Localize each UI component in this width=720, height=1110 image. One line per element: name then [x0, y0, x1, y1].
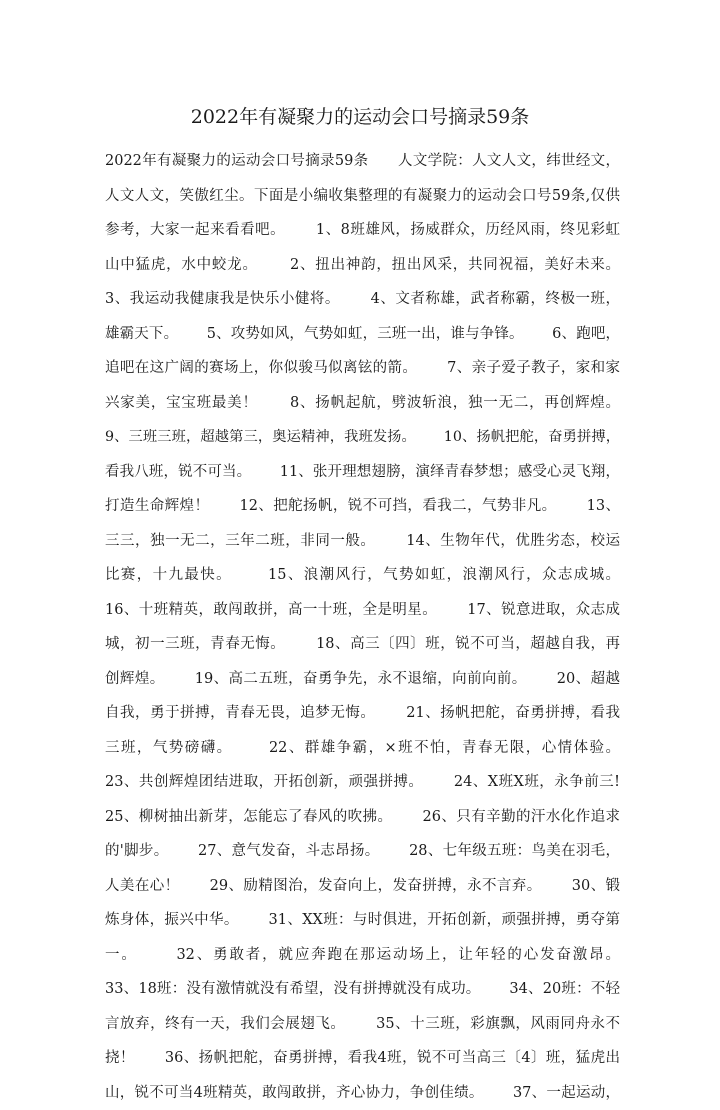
body-line: 山，锐不可当4班精英，敢闯敢拼，齐心协力，争创佳绩。 37、一起运动， — [105, 1076, 620, 1110]
body-line: 9、三班三班，超越第三，奥运精神，我班发扬。 10、扬帆把舵，奋勇拼搏， — [105, 420, 620, 455]
body-line: 一。 32、勇敢者，就应奔跑在那运动场上，让年轻的心发奋激昂。 — [105, 938, 620, 973]
body-line: 看我八班，锐不可当。 11、张开理想翅膀，演绎青春梦想；感受心灵飞翔， — [105, 455, 620, 490]
body-line: 自我，勇于拼搏，青春无畏，追梦无悔。 21、扬帆把舵，奋勇拼搏，看我 — [105, 696, 620, 731]
body-line: 人文人文，笑傲红尘。下面是小编收集整理的有凝聚力的运动会口号59条,仅供 — [105, 179, 620, 214]
body-line: 山中猛虎，水中蛟龙。 2、扭出神韵，扭出风采，共同祝福，美好未来。 — [105, 248, 620, 283]
body-line: 33、18班：没有激情就没有希望，没有拼搏就没有成功。 34、20班：不轻 — [105, 972, 620, 1007]
body-line: 城，初一三班，青春无悔。 18、高三〔四〕班，锐不可当，超越自我，再 — [105, 627, 620, 662]
body-line: 创辉煌。 19、高二五班，奋勇争先，永不退缩，向前向前。 20、超越 — [105, 662, 620, 697]
body-line: 雄霸天下。 5、攻势如风，气势如虹，三班一出，谁与争锋。 6、跑吧， — [105, 317, 620, 352]
body-line: 言放弃，终有一天，我们会展翅飞。 35、十三班，彩旗飘，风雨同舟永不 — [105, 1007, 620, 1042]
body-line: 的'脚步。 27、意气发奋，斗志昂扬。 28、七年级五班：鸟美在羽毛， — [105, 834, 620, 869]
body-line: 三三，独一无二，三年二班，非同一般。 14、生物年代，优胜劣态，校运 — [105, 524, 620, 559]
body-line: 追吧在这广阔的赛场上，你似骏马似离铉的箭。 7、亲子爱子教子，家和家 — [105, 351, 620, 386]
body-line: 23、共创辉煌团结进取，开拓创新，顽强拼搏。 24、X班X班，永争前三! — [105, 765, 620, 800]
body-line: 人美在心！ 29、励精图治，发奋向上，发奋拼搏，永不言弃。 30、锻 — [105, 869, 620, 904]
body-line: 2022年有凝聚力的运动会口号摘录59条 人文学院：人文人文，纬世经文， — [105, 144, 620, 179]
document-title: 2022年有凝聚力的运动会口号摘录59条 — [0, 103, 720, 131]
body-line: 比赛，十九最快。 15、浪潮风行，气势如虹，浪潮风行，众志成城。 — [105, 558, 620, 593]
document-body — [105, 144, 620, 1110]
body-line: 16、十班精英，敢闯敢拼，高一十班，全是明星。 17、锐意进取，众志成 — [105, 593, 620, 628]
body-line: 25、柳树抽出新芽，怎能忘了春风的吹拂。 26、只有辛勤的汗水化作追求 — [105, 800, 620, 835]
body-line: 炼身体，振兴中华。 31、XX班：与时俱进，开拓创新，顽强拼搏，勇夺第 — [105, 903, 620, 938]
body-line: 兴家美，宝宝班最美！ 8、扬帆起航，劈波斩浪，独一无二，再创辉煌。 — [105, 386, 620, 421]
body-line: 挠！ 36、扬帆把舵，奋勇拼搏，看我4班，锐不可当高三〔4〕班，猛虎出 — [105, 1041, 620, 1076]
body-line: 三班，气势磅礴。 22、群雄争霸，×班不怕，青春无限，心情体验。 — [105, 731, 620, 766]
body-line: 3、我运动我健康我是快乐小健将。 4、文者称雄，武者称霸，终极一班， — [105, 282, 620, 317]
body-line: 打造生命辉煌！ 12、把舵扬帆，锐不可挡，看我二，气势非凡。 13、 — [105, 489, 620, 524]
body-line: 参考，大家一起来看看吧。 1、8班雄风，扬威群众，历经风雨，终见彩虹 — [105, 213, 620, 248]
